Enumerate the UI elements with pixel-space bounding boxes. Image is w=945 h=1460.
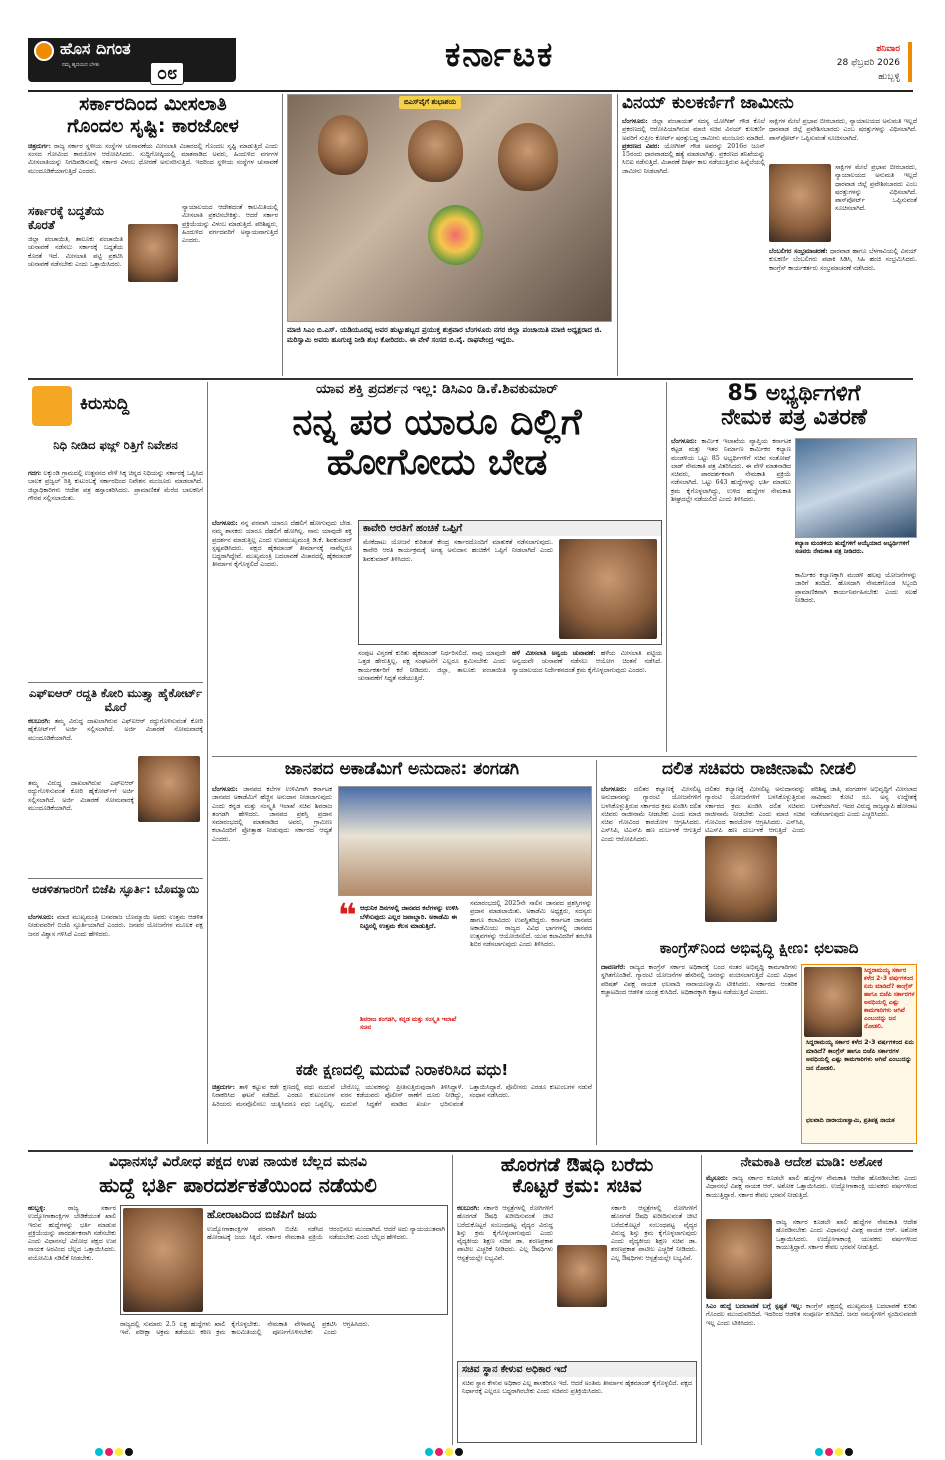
dateline: ಕಲಬುರಗಿ: [457,1205,480,1212]
inset-box [120,1205,448,1315]
masthead [0,0,945,92]
dateline: ಬೆಂಗಳೂರು: [622,118,648,125]
body-text: ಧಾರವಾಡ ಹಾಗೂ ಬೆಳಗಾವಿಯಲ್ಲಿ ವಿನಯ್ ಕುಲಕರ್ಣಿ ಬೆಂಬಲಿಗರು ಪಟಾಕಿ ಸಿಡಿಸಿ, ಸಿಹಿ ಹಂಚಿ ಸಂಭ್ರಮಿಸಿದರು. ಕಾಂಗ್ರೆಸ್ ಕಾರ್ಯಕರ್ತರು ಸಂಭ್ರಮಾಚರಣೆ ನಡೆಸಿದರು. [769,248,917,272]
body-text: ನನ್ನ ಪರವಾಗಿ ಯಾರೂ ದೆಹಲಿಗೆ ಹೋಗುವುದು ಬೇಡ. ನಮ್ಮ ಶಾಸಕರು ಯಾರೂ ದೆಹಲಿಗೆ ಹೋಗಿಲ್ಲ. ನಾನು ಯಾವುದೇ ಶಕ್ತಿ ಪ್ರದರ್ಶನ ಮಾಡುತ್ತಿಲ್ಲ ಎಂದು ಉಪಮುಖ್ಯಮಂತ್ರಿ ಡಿ.ಕೆ. ಶಿವಕುಮಾರ್ ಸ್ಪಷ್ಟಪಡಿಸಿದರು. ಪಕ್ಷದ ಹೈಕಮಾಂಡ್ ತೀರ್ಮಾನಕ್ಕೆ ನಾವೆಲ್ಲರೂ ಬದ್ಧರಾಗಿದ್ದೇವೆ. ಮುಖ್ಯಮಂತ್ರಿ ಬದಲಾವಣೆ ವಿಚಾರದಲ್ಲಿ ಹೈಕಮಾಂಡ್ ತೀರ್ಮಾನ ಕೈಗೊಳ್ಳಲಿದೆ ಎಂದರು. [212,520,352,569]
dateline: ಬೆಂಗಳೂರು: [601,786,627,793]
story-body-3 [512,650,662,750]
headline: ಹೊರಗಡೆ ಔಷಧಿ ಬರೆದು [500,1154,654,1176]
story-body [706,1175,917,1215]
dateline: ಗದಗ: [28,470,42,477]
headline-line-2: ಗೊಂದಲ ಸೃಷ್ಟಿ: ಕಾರಜೋಳ [67,114,239,137]
ashoka-photo [706,1219,772,1299]
body-text: ಈ ವೇಳೆ ಮಾತನಾಡಿದ ಸಚಿವರು, ಪಾರದರ್ಶಕವಾಗಿ ನೇಮಕಾತಿ ಪ್ರಕ್ರಿಯೆ ನಡೆಸಲಾಗಿದೆ. ಒಟ್ಟು 643 ಹುದ್ದೆಗಳನ್ನು ಭರ್ತಿ ಮಾಡಲು ಕ್ರಮ ಕೈಗೊಳ್ಳಲಾಗಿದ್ದು, ಉಳಿದ ಹುದ್ದೆಗಳ ನೇಮಕಾತಿ ಶೀಘ್ರದಲ್ಲೇ ನಡೆಯಲಿದೆ ಎಂದು ತಿಳಿಸಿದರು. [671,462,791,504]
story-vinay [622,94,917,376]
dateline: ದಾವಣಗೆರೆ: [601,964,626,971]
body-text: ರಾಜ್ಯ ಸರ್ಕಾರ ಸ್ಥಳೀಯ ಸಂಸ್ಥೆಗಳ ಚುನಾವಣೆಯ ಮೀಸಲಾತಿ ವಿಚಾರದಲ್ಲಿ ಗೊಂದಲ ಸೃಷ್ಟಿ ಮಾಡುತ್ತಿದೆ ಎಂದು ಸಂಸದ ಗೋವಿಂದ ಕಾರಜೋಳ ಆರೋಪಿಸಿದರು. ಸುದ್ದಿಗೋಷ್ಠಿಯಲ್ಲಿ ಮಾತನಾಡಿದ ಅವರು, ಹಿಂದುಳಿದ ವರ್ಗಗಳ ಮೀಸಲಾತಿಯನ್ನು ನಿಗದಿಪಡಿಸುವಲ್ಲಿ ಸರ್ಕಾರ ವಿಳಂಬ ಧೋರಣೆ ಅನುಸರಿಸುತ್ತಿದೆ. ಇದರಿಂದ ಸ್ಥಳೀಯ ಸಂಸ್ಥೆಗಳ ಚುನಾವಣೆ ಮುಂದೂಡಿಕೆಯಾಗುತ್ತಿದೆ ಎಂದರು. [28,142,278,175]
headline-line-2: ಕೊಟ್ಟರೆ ಕ್ರಮ: ಸಚಿವ [512,1174,642,1197]
body-text: ಸಾಕ್ಷಿಗಳ ಮೇಲೆ ಪ್ರಭಾವ ಬೀರಬಾರದು, ನ್ಯಾಯಾಲಯದ ಅನುಮತಿ ಇಲ್ಲದೆ ಧಾರವಾಡ ಜಿಲ್ಲೆ ಪ್ರವೇಶಿಸಬಾರದು ಎಂಬ ಷರತ್ತುಗಳನ್ನು ವಿಧಿಸಲಾಗಿದೆ. ಪಾಸ್‌ಪೋರ್ಟ್ ಒಪ್ಪಿಸುವಂತೆ ಸೂಚಿಸಲಾಗಿದೆ. [769,118,917,142]
body-text: ಕಾಂಗ್ರೆಸ್ ಪಕ್ಷದಲ್ಲಿ ಮುಖ್ಯಮಂತ್ರಿ ಬದಲಾವಣೆ ಕುರಿತು ಗೊಂದಲ ಮುಂದುವರಿದಿದೆ. ಇದರಿಂದ ಆಡಳಿತ ಸಂಪೂರ್ಣ ಕುಸಿದಿದೆ. ಜನರ ಸಮಸ್ಯೆಗಳಿಗೆ ಸ್ಪಂದಿಸುವವರೇ ಇಲ್ಲ ಎಂದು ಟೀಕಿಸಿದರು. [706,1303,917,1327]
story-body [212,786,332,1058]
masthead-accent-bar [908,42,912,82]
logo-emblem-icon [34,41,54,61]
col-divider [207,382,208,1144]
bellad-photo [123,1208,203,1312]
story-body [212,1084,592,1144]
story-body-2 [120,1321,448,1443]
page-number: ೦೮ [150,62,184,85]
hand-icon [32,386,72,426]
dateline: ಬೆಂಗಳೂರು: [212,786,238,793]
registration-dot-icon [435,1448,443,1456]
subhead: ಸಿಎಂ ಹುದ್ದೆ ಬದಲಾವಣೆ ಬಗ್ಗೆ ಸ್ಪಷ್ಟತೆ ಇಲ್ಲ: [706,1303,803,1310]
vinay-photo [769,164,831,242]
story-body-2 [470,900,592,1056]
body-text: ಕರ್ನಾಟಕ ಜಾನಪದ ಅಕಾಡೆಮಿಯು ರಾಜ್ಯದ ವಿವಿಧ ಭಾಗಗಳಲ್ಲಿ ಜಾನಪದ ಉತ್ಸವಗಳನ್ನು ಆಯೋಜಿಸಲಿದೆ. ಯುವ ಕಲಾವಿದರಿಗೆ ತರಬೇತಿ ಶಿಬಿರ ನಡೆಸಲಾಗುವುದು ಎಂದು ತಿಳಿಸಿದರು. [470,916,592,949]
story-body-2: ಕಾರ್ಮಿಕರ ಕಲ್ಯಾಣಕ್ಕಾಗಿ ಮಂಡಳಿ ಹಲವು ಯೋಜನೆಗಳನ್ನು ಜಾರಿಗೆ ತಂದಿದೆ. ಹೊಸದಾಗಿ ನೇಮಕಗೊಂಡ ಸಿಬ್ಬಂದಿ ಪ್ರಾಮಾಣಿಕವಾಗಿ ಕಾರ್ಯನಿರ್ವಹಿಸಬೇಕು ಎಂದು ಸಲಹೆ ನೀಡಿದರು. [795,572,917,604]
person-3-icon [498,123,558,191]
row-divider [28,378,913,380]
story-kade [212,1062,592,1146]
body-text: ಲಕ್ಕುಂಡಿ ಗ್ರಾಮದಲ್ಲಿ ಉತ್ಖನನದ ವೇಳೆ ಸಿಕ್ಕ ಚಿನ್ನದ ನಿಧಿಯನ್ನು ಸರ್ಕಾರಕ್ಕೆ ಒಪ್ಪಿಸಿದ ಬಾಲಕ ಪ್ರಜ್ವಲ್ ರಿತ್ತಿ ಕುಟುಂಬಕ್ಕೆ ಸರ್ಕಾರದಿಂದ ನಿವೇಶನ ಮಂಜೂರು ಮಾಡಲಾಗಿದೆ. ಜಿಲ್ಲಾಧಿಕಾರಿಗಳು ಆದೇಶ ಪತ್ರ ಹಸ್ತಾಂತರಿಸಿದರು. ಪ್ರಾಮಾಣಿಕತೆ ಮೆರೆದ ಬಾಲಕನಿಗೆ ಗೌರವ ಸಲ್ಲಿಸಲಾಯಿತು. [28,470,203,502]
kiru-item-1-title: ನಿಧಿ ನೀಡಿದ ಫಜ್ಲ್‌ ರಿತ್ತಿಗೆ ನಿವೇಶನ [53,438,178,452]
quote-text-2: ಸಿದ್ದರಾಮಯ್ಯ ಸರ್ಕಾರ ಕಳೆದ 2-3 ವರ್ಷಗಳಿಂದ ಏನು ಮಾಡಿದೆ? ಕಾಂಗ್ರೆಸ್ ಹಾಗೂ ಬಿಜೆಪಿ ಸರ್ಕಾರಗಳ ಅವಧಿಯಲ್ಲಿ ಎಷ್ಟು ಕಾಮಗಾರಿಗಳು ಆಗಿವೆ ಎಂಬುದನ್ನು ಜನ ನೋಡಲಿ. [806,1039,914,1072]
story-nemaka [671,382,917,752]
headline-line-2: ನೇಮಕ ಪತ್ರ ವಿತರಣೆ [721,405,867,431]
inset-body: ಸಚಿವ ಸ್ಥಾನ ಕೇಳುವ ಅಧಿಕಾರ ಎಲ್ಲ ಶಾಸಕರಿಗೂ ಇದೆ. ಆದರೆ ಅಂತಿಮ ತೀರ್ಮಾನ ಹೈಕಮಾಂಡ್ ಕೈಗೊಳ್ಳಲಿದೆ. ಪಕ್ಷದ ನಿರ್ಧಾರಕ್ಕೆ ಎಲ್ಲರೂ ಬದ್ಧರಾಗಿರಬೇಕು ಎಂದು ಸಚಿವರು ಪ್ರತಿಕ್ರಿಯಿಸಿದರು. [462,1380,692,1396]
registration-dot-icon [445,1448,453,1456]
person-2-icon [408,120,463,182]
janapada-photo [338,786,592,896]
col-divider [282,94,283,376]
registration-dot-icon [835,1448,843,1456]
registration-dot-icon [455,1448,463,1456]
quote-text: ಆಧುನಿಕ ದಿನಗಳಲ್ಲಿ ಜಾನಪದ ಕಲೆಗಳನ್ನು ಉಳಿಸಿ ಬೆಳೆಸುವುದು ಎಲ್ಲರ ಜವಾಬ್ದಾರಿ. ಅಕಾಡೆಮಿ ಈ ನಿಟ್ಟಿನಲ್ಲಿ ಉತ್ತಮ ಕೆಲಸ ಮಾಡುತ್ತಿದೆ. [360,904,459,930]
col-divider [617,94,618,376]
dateline: ಬೆಂಗಳೂರು: [671,438,697,445]
registration-dot-icon [825,1448,833,1456]
story-body-2: ಸರ್ಕಾರಿ ಆಸ್ಪತ್ರೆಗಳಲ್ಲಿ ರೋಗಿಗಳಿಗೆ ಹೊರಗಡೆ ಔಷಧಿ ಖರೀದಿಸುವಂತೆ ಚೀಟಿ ಬರೆದುಕೊಟ್ಟರೆ ಸಂಬಂಧಪಟ್ಟ ವೈದ್ಯರ ವಿರುದ್ಧ ಶಿಸ್ತು ಕ್ರಮ ಕೈಗೊಳ್ಳಲಾಗುವುದು ಎಂದು ವೈದ್ಯಕೀಯ ಶಿಕ್ಷಣ ಸಚಿವ ಡಾ. ಶರಣಪ್ರಕಾಶ ಪಾಟೀಲ ಎಚ್ಚರಿಕೆ ನೀಡಿದರು. ಎಲ್ಲ ಔಷಧಿಗಳು ಆಸ್ಪತ್ರೆಯಲ್ಲೇ ಲಭ್ಯವಿವೆ. [611,1205,697,1262]
col-divider [666,382,667,752]
story-body [28,1205,116,1443]
inset-title: ಕಾವೇರಿ ಆರತಿಗೆ ಹಂಚಿಕೆ ಒಪ್ಪಿಗೆ [359,521,661,536]
print-registration-marks [95,1448,855,1458]
story-body [457,1205,553,1355]
photo-badge: ಬಿಎಸ್‌ವೈಗೆ ಶುಭಾಶಯ [399,96,461,109]
body-text: ಸಾಕ್ಷಿಗಳ ಮೇಲೆ ಪ್ರಭಾವ ಬೀರಬಾರದು, ನ್ಯಾಯಾಲಯದ ಅನುಮತಿ ಇಲ್ಲದೆ ಧಾರವಾಡ ಜಿಲ್ಲೆ ಪ್ರವೇಶಿಸಬಾರದು ಎಂಬ ಷರತ್ತುಗಳನ್ನು ವಿಧಿಸಲಾಗಿದೆ. ಪಾಸ್‌ಪೋರ್ಟ್ ಒಪ್ಪಿಸುವಂತೆ ಸೂಚಿಸಲಾಗಿದೆ. [835,164,917,213]
story-vidhanasabha [28,1155,448,1445]
quote-author: ಛಲವಾದಿ ನಾರಾಯಣಸ್ವಾಮಿ, ಪ್ರತಿಪಕ್ಷ ನಾಯಕ [806,1117,895,1124]
karajol-photo-2 [705,836,777,922]
inset-body: ಉದ್ಯೋಗಾಕಾಂಕ್ಷಿಗಳ ಪರವಾಗಿ ಬಿಜೆಪಿ ನಡೆಸಿದ ಹೋರಾಟಕ್ಕೆ ಜಯ ಸಿಕ್ಕಿದೆ. ಸರ್ಕಾರ ನೇಮಕಾತಿ ಪ್ರಕ್ರಿಯೆ ಆರಂಭಿಸಲು ಮುಂದಾಗಿದೆ. ಆದರೆ ಅದು ನ್ಯಾಯಯುತವಾಗಿ ನಡೆಯಬೇಕು ಎಂದು ಬೆಲ್ಲದ ಹೇಳಿದರು. [207,1226,445,1242]
story-body-4 [769,248,917,374]
dateline: ಚಿತ್ರದುರ್ಗ: [28,142,51,150]
subhead: ಹಳೆ ಮೀಸಲಾತಿ ಅನ್ವಯ ಚುನಾವಣೆ: [512,650,596,657]
kiru-item-1-body [28,470,203,680]
subhead: ಪ್ರಕರಣದ ವಿವರ: [622,142,660,150]
dateline: ಬೆಂಗಳೂರು: [28,914,54,921]
headline: ಕಾಂಗ್ರೆಸ್‌ನಿಂದ ಅಭಿವೃದ್ಧಿ ಕ್ಷೀಣ: ಛಲವಾದಿ [659,939,859,957]
story-body [212,520,352,750]
body-text: ಯೋಗೀಶ್ ಗೌಡ ಅವರನ್ನು 2016ರ ಜೂನ್ 15ರಂದು ಧಾರವಾಡದಲ್ಲಿ ಹತ್ಯೆ ಮಾಡಲಾಗಿತ್ತು. ಪ್ರಕರಣದ ತನಿಖೆಯನ್ನು ಸಿಬಿಐ ನಡೆಸುತ್ತಿದೆ. ವಿಚಾರಣೆ ದೀರ್ಘ ಕಾಲ ನಡೆಯುತ್ತಿರುವ ಹಿನ್ನೆಲೆಯಲ್ಲಿ ಜಾಮೀನು ನೀಡಲಾಗಿದೆ. [622,142,765,175]
story-body-2: ರಾಜ್ಯ ಸರ್ಕಾರ ಕೂಡಲೇ ಖಾಲಿ ಹುದ್ದೆಗಳ ನೇಮಕಾತಿ ಆದೇಶ ಹೊರಡಿಸಬೇಕು ಎಂದು ವಿಧಾನಸಭೆ ವಿಪಕ್ಷ ನಾಯಕ ಆರ್. ಅಶೋಕ ಒತ್ತಾಯಿಸಿದರು. ಉದ್ಯೋಗಾಕಾಂಕ್ಷಿ ಯುವಕರು ವರ್ಷಗಳಿಂದ ಕಾಯುತ್ತಿದ್ದಾರೆ. ಸರ್ಕಾರ ಕೇವಲ ಭರವಸೆ ನೀಡುತ್ತಿದೆ. [776,1219,917,1251]
divider [28,878,203,879]
date-label: 28 ಫೆಬ್ರವರಿ 2026 [836,58,900,68]
story-body-2 [358,650,506,750]
body-text: ರಾಜ್ಯದ ಕಾಂಗ್ರೆಸ್ ಸರ್ಕಾರ ಅಧಿಕಾರಕ್ಕೆ ಬಂದ ನಂತರ ಅಭಿವೃದ್ಧಿ ಕಾಮಗಾರಿಗಳು ಸ್ಥಗಿತಗೊಂಡಿವೆ. ಗ್ಯಾರಂಟಿ ಯೋಜನೆಗಳ ಹೆಸರಿನಲ್ಲಿ ಜನರನ್ನು ವಂಚಿಸಲಾಗುತ್ತಿದೆ ಎಂದು ವಿಧಾನ ಪರಿಷತ್ ವಿಪಕ್ಷ ನಾಯಕ ಛಲವಾದಿ ನಾರಾಯಣಸ್ವಾಮಿ ಟೀಕಿಸಿದರು. ಸರ್ಕಾರದ ಆಂತರಿಕ ಕಚ್ಚಾಟದಿಂದ ಆಡಳಿತ ಯಂತ್ರ ಕುಸಿದಿದೆ. ಅಧಿಕಾರಕ್ಕಾಗಿ ಕಿತ್ತಾಟ ನಡೆಯುತ್ತಿದೆ ಎಂದರು. [601,964,797,996]
row-divider [212,756,917,757]
headline: ಕಡೇ ಕ್ಷಣದಲ್ಲಿ ಮದುವೆ ನಿರಾಕರಿಸಿದ ವಧು! [295,1061,509,1079]
body-text: ಸರ್ಕಾರಿ ಆಸ್ಪತ್ರೆಗಳಲ್ಲಿ ರೋಗಿಗಳಿಗೆ ಹೊರಗಡೆ ಔಷಧಿ ಖರೀದಿಸುವಂತೆ ಚೀಟಿ ಬರೆದುಕೊಟ್ಟರೆ ಸಂಬಂಧಪಟ್ಟ ವೈದ್ಯರ ವಿರುದ್ಧ ಶಿಸ್ತು ಕ್ರಮ ಕೈಗೊಳ್ಳಲಾಗುವುದು ಎಂದು ವೈದ್ಯಕೀಯ ಶಿಕ್ಷಣ ಸಚಿವ ಡಾ. ಶರಣಪ್ರಕಾಶ ಪಾಟೀಲ ಎಚ್ಚರಿಕೆ ನೀಡಿದರು. ಎಲ್ಲ ಔಷಧಿಗಳು ಆಸ್ಪತ್ರೆಯಲ್ಲೇ ಲಭ್ಯವಿವೆ. [457,1205,553,1262]
body-text: ಹಳೆಯ ಮೀಸಲಾತಿ ಪಟ್ಟಿಯ ಅನ್ವಯವೇ ಚುನಾವಣೆ ನಡೆಸಲು ಆಯೋಗ ಚಿಂತನೆ ನಡೆಸಿದೆ. ನ್ಯಾಯಾಲಯದ ನಿರ್ದೇಶನದಂತೆ ಕ್ರಮ ಕೈಗೊಳ್ಳಲಾಗುವುದು ಎಂದರು. [512,650,662,674]
story-body-2: ದಲಿತರ ಕಲ್ಯಾಣಕ್ಕೆ ಮೀಸಲಿಟ್ಟ ಅನುದಾನವನ್ನು ಗ್ಯಾರಂಟಿ ಯೋಜನೆಗಳಿಗೆ ಬಳಸಿಕೊಳ್ಳುತ್ತಿರುವ ಸರ್ಕಾರದ ಕ್ರಮ ಖಂಡಿಸಿ ದಲಿತ ಸಚಿವರು ರಾಜೀನಾಮೆ ನೀಡಬೇಕು ಎಂದು ಮಾಜಿ ಸಚಿವ ಗೋವಿಂದ ಕಾರಜೋಳ ಆಗ್ರಹಿಸಿದರು. ಎಸ್‌ಸಿಪಿ, ಟಿಎಸ್‌ಪಿ ಹಣ ದುರ್ಬಳಕೆ ಆಗುತ್ತಿದೆ ಎಂದು [705,786,805,835]
quote-mark-icon: ❝ [338,896,357,934]
quote-author: ಶಿವರಾಜ ತಂಗಡಗಿ, ಕನ್ನಡ ಮತ್ತು ಸಂಸ್ಕೃತಿ ಇಲಾಖೆ ಸಚಿವ [360,1016,457,1031]
headline: 85 ಅಭ್ಯರ್ಥಿಗಳಿಗೆ [727,381,861,406]
body-text: ತಮ್ಮ ವಿರುದ್ಧ ದಾಖಲಾಗಿರುವ ಎಫ್‌ಐಆರ್ ರದ್ದುಗೊಳಿಸುವಂತೆ ಕೋರಿ ಹೈಕೋರ್ಟ್‌ಗೆ ಅರ್ಜಿ ಸಲ್ಲಿಸಲಾಗಿದೆ. ಅರ್ಜಿ ವಿಚಾರಣೆ ಸೋಮವಾರಕ್ಕೆ ಮುಂದೂಡಿಕೆಯಾಗಿದೆ. [28,718,203,742]
body-text: ದಲಿತರ ಕಲ್ಯಾಣಕ್ಕೆ ಮೀಸಲಿಟ್ಟ ಅನುದಾನವನ್ನು ಗ್ಯಾರಂಟಿ ಯೋಜನೆಗಳಿಗೆ ಬಳಸಿಕೊಳ್ಳುತ್ತಿರುವ ಸರ್ಕಾರದ ಕ್ರಮ ಖಂಡಿಸಿ ದಲಿತ ಸಚಿವರು ರಾಜೀನಾಮೆ ನೀಡಬೇಕು ಎಂದು ಮಾಜಿ ಸಚಿವ ಗೋವಿಂದ ಕಾರಜೋಳ ಆಗ್ರಹಿಸಿದರು. ಎಸ್‌ಸಿಪಿ, ಟಿಎಸ್‌ಪಿ ಹಣ ದುರ್ಬಳಕೆ ಆಗುತ್ತಿದೆ ಎಂದು ಆರೋಪಿಸಿದರು. [601,786,701,843]
col-divider [701,1155,702,1445]
day-label: ಶನಿವಾರ [876,44,900,54]
col-divider [596,760,597,1145]
nemaka-photo [795,438,917,538]
body-text: ರಾಜ್ಯದಲ್ಲಿ ಸುಮಾರು 2.5 ಲಕ್ಷ ಹುದ್ದೆಗಳು ಖಾಲಿ ಇವೆ. ಪರೀಕ್ಷಾ ಅಕ್ರಮ ತಡೆಯಲು ಕಠಿಣ ಕ್ರಮ ಕೈಗೊಳ್ಳಬೇಕು. ನೇಮಕಾತಿ ವೇಳಾಪಟ್ಟಿ ಪ್ರಕಟಿಸಿ ಕಾಲಮಿತಿಯಲ್ಲಿ ಪೂರ್ಣಗೊಳಿಸಬೇಕು ಎಂದು ಆಗ್ರಹಿಸಿದರು. [120,1321,370,1337]
kiru-item-3-title: ಆಡಳಿತಗಾರರಿಗೆ ಬಿಜೆಪಿ ಸ್ಫೂರ್ತಿ: ಬೊಮ್ಮಾಯಿ [31,882,200,896]
story-body-2 [769,118,917,162]
subhead: ಬೆಂಬಲಿಗರ ಸಂಭ್ರಮಾಚರಣೆ: [769,248,828,255]
section-title: ಕರ್ನಾಟಕ [445,35,555,75]
registration-dot-icon [105,1448,113,1456]
story-ashoka [706,1155,917,1445]
headline: ಸರ್ಕಾರದಿಂದ ಮೀಸಲಾತಿ [79,93,227,115]
logo-block [28,38,236,82]
photo-caption: ಮಾಜಿ ಸಿಎಂ ಬಿ.ಎಸ್. ಯಡಿಯೂರಪ್ಪ ಅವರ ಹುಟ್ಟುಹಬ್ಬದ ಪ್ರಯುಕ್ತ ಶುಕ್ರವಾರ ಬೆಂಗಳೂರು ನಗರ ಜಿಲ್ಲಾ ಪಂಚಾಯಿತಿ ಮಾಜಿ ಅಧ್ಯಕ್ಷರಾದ ಜಿ. ಮರಿಸ್ವಾಮಿ ಅವರು ಹೂಗುಚ್ಛ ನೀಡಿ ಶುಭ ಕೋರಿದರು. ಈ ವೇಳೆ ಸಂಸದ ಬಿ.ವೈ. ರಾಘವೇಂದ್ರ ಇದ್ದರು. [287,326,602,344]
logo-text: ಹೊಸ ದಿಗಂತ [60,39,131,58]
person-1-icon [318,115,368,175]
kiru-item-2-body-2 [28,780,134,876]
kiru-item-2-title: ಎಫ್‌ಐಆರ್ ರದ್ದತಿ ಕೋರಿ ಮುತ್ತ್ಯಾ ಹೈಕೋರ್ಟ್ ಮೊರೆ [28,686,203,714]
chalavadi-photo [804,967,862,1037]
birthday-photo [287,94,612,322]
registration-dot-icon [815,1448,823,1456]
sidebar-body: ಜಿಲ್ಲಾ ಪಂಚಾಯಿತಿ, ತಾಲೂಕು ಪಂಚಾಯಿತಿ ಚುನಾವಣೆ ನಡೆಸಲು ಸರ್ಕಾರಕ್ಕೆ ಬದ್ಧತೆಯ ಕೊರತೆ ಇದೆ. ಮೀಸಲಾತಿ ಪಟ್ಟಿ ಪ್ರಕಟಿಸಿ ಚುನಾವಣೆ ನಡೆಸಬೇಕು ಎಂದು ಒತ್ತಾಯಿಸಿದರು. [28,236,123,268]
inset-title: ಸಚಿವ ಸ್ಥಾನ ಕೇಳುವ ಅಧಿಕಾರ ಇದೆ [458,1362,696,1377]
body-text: ತಾಳಿ ಕಟ್ಟುವ ಕಡೇ ಕ್ಷಣದಲ್ಲಿ ವಧು ಮದುವೆ ನಿರಾಕರಿಸಿದ ಘಟನೆ ನಡೆದಿದೆ. ಎರಡೂ ಕುಟುಂಬಗಳ ಹಿರಿಯರು ಮನವೊಲಿಸಲು ಯತ್ನಿಸಿದರೂ ವಧು ಒಪ್ಪಲಿಲ್ಲ. ಬೇರೊಬ್ಬ ಯುವಕನನ್ನು ಪ್ರೀತಿಸುತ್ತಿರುವುದಾಗಿ ತಿಳಿಸಿದ್ದಾಳೆ. ವರನ ಕಡೆಯವರು ಪೊಲೀಸ್ ಠಾಣೆಗೆ ದೂರು ನೀಡಿದ್ದು, ಮದುವೆ ಸಿದ್ಧತೆಗೆ ಮಾಡಿದ ಖರ್ಚು ಭರಿಸುವಂತೆ ಒತ್ತಾಯಿಸಿದ್ದಾರೆ. ಪೊಲೀಸರು ಎರಡೂ ಕುಟುಂಬಗಳ ನಡುವೆ ಸಂಧಾನ ನಡೆಸಿದರು. [212,1084,592,1108]
body-text: ಜಿಲ್ಲಾ ಪಂಚಾಯತ್ ಸದಸ್ಯ ಯೋಗೀಶ್ ಗೌಡ ಕೊಲೆ ಪ್ರಕರಣದಲ್ಲಿ ಆರೋಪಿಯಾಗಿರುವ ಮಾಜಿ ಸಚಿವ ವಿನಯ್ ಕುಲಕರ್ಣಿ ಅವರಿಗೆ ಸುಪ್ರೀಂ ಕೋರ್ಟ್ ಷರತ್ತುಬದ್ಧ ಜಾಮೀನು ಮಂಜೂರು ಮಾಡಿದೆ. [622,118,765,142]
registration-dot-icon [95,1448,103,1456]
headline: ನೇಮಕಾತಿ ಆದೇಶ ಮಾಡಿ: ಅಶೋಕ [740,1154,883,1169]
story-dalita [601,760,917,938]
registration-dot-icon [115,1448,123,1456]
headline: ನನ್ನ ಪರ ಯಾರೂ ದಿಲ್ಲಿಗೆ [292,401,582,443]
dateline: ಮೈಸೂರು: [706,1175,728,1182]
dateline: ಕಲಬುರಗಿ: [28,718,51,725]
story-dks [212,382,662,752]
inset-body: ಮೇಕೆದಾಟು ಯೋಜನೆ ಕುರಿತಂತೆ ಕೇಂದ್ರ ಸರ್ಕಾರದೊಂದಿಗೆ ಮಾತುಕತೆ ನಡೆಸಲಾಗುವುದು. ಕಾವೇರಿ ಆರತಿ ಕಾರ್ಯಕ್ರಮಕ್ಕೆ ಅಗತ್ಯ ಅನುದಾನ ಹಂಚಿಕೆಗೆ ಒಪ್ಪಿಗೆ ನೀಡಲಾಗಿದೆ ಎಂದು ಶಿವಕುಮಾರ್ ತಿಳಿಸಿದರು. [363,539,553,563]
story-congress [601,940,917,1145]
story-body [601,964,797,1144]
inset-box [358,520,662,645]
headline: ವಿನಯ್ ಕುಲಕರ್ಣಿಗೆ ಜಾಮೀನು [622,93,794,113]
kiru-item-3-body [28,914,203,1140]
body-text: ತಮ್ಮ ವಿರುದ್ಧ ದಾಖಲಾಗಿರುವ ಎಫ್‌ಐಆರ್ ರದ್ದುಗೊಳಿಸುವಂತೆ ಕೋರಿ ಹೈಕೋರ್ಟ್‌ಗೆ ಅರ್ಜಿ ಸಲ್ಲಿಸಲಾಗಿದೆ. ಅರ್ಜಿ ವಿಚಾರಣೆ ಸೋಮವಾರಕ್ಕೆ ಮುಂದೂಡಿಕೆಯಾಗಿದೆ. [28,780,134,812]
story-body-3: ಪರಿಶಿಷ್ಟ ಜಾತಿ, ಪಂಗಡಗಳ ಅಭಿವೃದ್ಧಿಗೆ ಮೀಸಲಾದ ಸಾವಿರಾರು ಕೋಟಿ ರೂ. ಅನ್ಯ ಉದ್ದೇಶಕ್ಕೆ ಬಳಕೆಯಾಗಿದೆ. ಇದರ ವಿರುದ್ಧ ರಾಜ್ಯವ್ಯಾಪಿ ಹೋರಾಟ ನಡೆಸಲಾಗುವುದು ಎಂದು ಎಚ್ಚರಿಸಿದರು. [811,786,917,818]
divider [28,682,203,683]
story-janapada [212,760,592,1060]
row-divider [28,1150,913,1152]
story-hooragade [457,1155,697,1445]
body-text: ಸಂಪುಟ ವಿಸ್ತರಣೆ ಕುರಿತು ಹೈಕಮಾಂಡ್ ನಿರ್ಧರಿಸಲಿದೆ. ನಾವು ಯಾವುದೇ ಒತ್ತಡ ಹೇರುತ್ತಿಲ್ಲ. ಪಕ್ಷ ಸಂಘಟನೆಗೆ ಎಲ್ಲರೂ ಶ್ರಮಿಸಬೇಕು ಎಂದು ಕಾರ್ಯಕರ್ತರಿಗೆ ಕರೆ ನೀಡಿದರು. ಜಿಲ್ಲಾ, ತಾಲೂಕು ಪಂಚಾಯಿತಿ ಚುನಾವಣೆಗೆ ಸಿದ್ಧತೆ ನಡೆಯುತ್ತಿದೆ. [358,650,506,682]
story-body [601,786,701,936]
quote-box [801,964,917,1144]
logo-tagline: ನಮ್ಮ ಹೃದಯದ ಬೆಳಕು [62,62,100,68]
muttya-photo [138,756,200,822]
dks-photo [559,539,657,639]
quote-box [338,896,466,1056]
sidebar-title: ಸರ್ಕಾರಕ್ಕೆ ಬದ್ಧತೆಯ ಕೊರತೆ [28,204,104,232]
photo-caption: ಕಲ್ಯಾಣ ಮಂಡಳಿಯ ಹುದ್ದೆಗಳಿಗೆ ಆಯ್ಕೆಯಾದ ಅಭ್ಯರ್ಥಿಗಳಿಗೆ ಸಚಿವರು ನೇಮಕಾತಿ ಪತ್ರ ನೀಡಿದರು. [795,540,910,555]
headline-line-2: ಹೋಗೋದು ಬೇಡ [326,441,548,483]
story-body-2: ನ್ಯಾಯಾಲಯದ ಆದೇಶದಂತೆ ಕಾಲಮಿತಿಯಲ್ಲಿ ಮೀಸಲಾತಿ ಪ್ರಕಟಿಸಬೇಕಿತ್ತು. ಆದರೆ ಸರ್ಕಾರ ಪ್ರಕ್ರಿಯೆಯನ್ನು ವಿಳಂಬ ಮಾಡುತ್ತಿದೆ. ಪರಿಶಿಷ್ಟರು, ಹಿಂದುಳಿದ ವರ್ಗದವರಿಗೆ ಅನ್ಯಾಯವಾಗುತ್ತಿದೆ ಎಂದರು. [182,204,278,245]
headline: ವಿಧಾನಸಭೆ ವಿರೋಧ ಪಕ್ಷದ ಉಪ ನಾಯಕ ಬೆಲ್ಲದ ಮನವಿ [109,1154,367,1170]
masthead-divider [28,90,913,92]
kiru-label: ಕಿರುಸುದ್ದಿ [80,394,130,414]
karajol-photo [128,224,178,282]
body-text: ಸಮಾರಂಭದಲ್ಲಿ 2025ನೇ ಸಾಲಿನ ಜಾನಪದ ಪ್ರಶಸ್ತಿಗಳನ್ನು ಪ್ರದಾನ ಮಾಡಲಾಯಿತು. ಅಕಾಡೆಮಿ ಅಧ್ಯಕ್ಷರು, ಸದಸ್ಯರು ಹಾಗೂ ಕಲಾವಿದರು ಉಪಸ್ಥಿತರಿದ್ದರು. [470,900,592,924]
body-text: ಕಾರ್ಮಿಕ ಇಲಾಖೆಯ ವ್ಯಾಪ್ತಿಯ ಕರ್ನಾಟಕ ಕಟ್ಟಡ ಮತ್ತು ಇತರ ನಿರ್ಮಾಣ ಕಾರ್ಮಿಕರ ಕಲ್ಯಾಣ ಮಂಡಳಿಯ ಒಟ್ಟು 85 ಅಭ್ಯರ್ಥಿಗಳಿಗೆ ಸಚಿವ ಸಂತೋಷ್ ಲಾಡ್ ನೇಮಕಾತಿ ಪತ್ರ ವಿತರಿಸಿದರು. [671,438,791,470]
city-label: ಹುಬ್ಬಳ್ಳಿ [878,72,900,82]
story-body-3 [835,164,917,244]
kiru-suddi-column [28,382,203,1144]
body-text: ಮಾಜಿ ಮುಖ್ಯಮಂತ್ರಿ ಬಸವರಾಜ ಬೊಮ್ಮಾಯಿ ಅವರು ಉತ್ತಮ ಆಡಳಿತ ನೀಡುವವರಿಗೆ ಬಿಜೆಪಿ ಸ್ಫೂರ್ತಿಯಾಗಿದೆ ಎಂದರು. ಜನಪರ ಯೋಜನೆಗಳ ಮೂಲಕ ಪಕ್ಷ ಜನರ ವಿಶ್ವಾಸ ಗಳಿಸಿದೆ ಎಂದು ಹೇಳಿದರು. [28,914,203,938]
registration-dot-icon [425,1448,433,1456]
dateline: ಹುಬ್ಬಳ್ಳಿ: [28,1205,46,1212]
registration-dot-icon [845,1448,853,1456]
inset-title: ಹೋರಾಟದಿಂದ ಬಿಜೆಪಿಗೆ ಜಯ [207,1208,317,1221]
story-body [671,438,791,750]
headline: ದಲಿತ ಸಚಿವರು ರಾಜೀನಾಮೆ ನೀಡಲಿ [662,759,856,779]
kiru-label-box [28,382,203,432]
story-body [622,118,765,374]
quote-text: ಸಿದ್ದರಾಮಯ್ಯ ಸರ್ಕಾರ ಕಳೆದ 2-3 ವರ್ಷಗಳಿಂದ ಏನು ಮಾಡಿದೆ? ಕಾಂಗ್ರೆಸ್ ಹಾಗೂ ಬಿಜೆಪಿ ಸರ್ಕಾರಗಳ ಅವಧಿಯಲ್ಲಿ ಎಷ್ಟು ಕಾಮಗಾರಿಗಳು ಆಗಿವೆ ಎಂಬುದನ್ನು ಜನ ನೋಡಲಿ. [864,967,915,1030]
registration-dot-icon [125,1448,133,1456]
headline-line-2: ಹುದ್ದೆ ಭರ್ತಿ ಪಾರದರ್ಶಕತೆಯಿಂದ ನಡೆಯಲಿ [99,1173,377,1198]
dateline: ಬೆಂಗಳೂರು: [212,520,238,527]
photo-story [287,94,612,376]
body-text: ಜಾನಪದ ಕಲೆಗಳ ಉಳಿವಿಗಾಗಿ ಕರ್ನಾಟಕ ಜಾನಪದ ಅಕಾಡೆಮಿಗೆ ಹೆಚ್ಚಿನ ಅನುದಾನ ನೀಡಲಾಗುವುದು ಎಂದು ಕನ್ನಡ ಮತ್ತು ಸಂಸ್ಕೃತಿ ಇಲಾಖೆ ಸಚಿವ ಶಿವರಾಜ ತಂಗಡಗಿ ಹೇಳಿದರು. ಜಾನಪದ ಪ್ರಶಸ್ತಿ ಪ್ರದಾನ ಸಮಾರಂಭದಲ್ಲಿ ಮಾತನಾಡಿದ ಅವರು, ಗ್ರಾಮೀಣ ಕಲಾವಿದರಿಗೆ ಪ್ರೋತ್ಸಾಹ ನೀಡುವುದು ಸರ್ಕಾರದ ಆದ್ಯತೆ ಎಂದರು. [212,786,332,843]
dateline: ಚಿತ್ರದುರ್ಗ: [212,1084,235,1091]
bouquet-icon [428,205,483,265]
body-text: ರಾಜ್ಯ ಸರ್ಕಾರ ಉದ್ಯೋಗಾಕಾಂಕ್ಷಿಗಳ ಬೇಡಿಕೆಯಂತೆ ಖಾಲಿ ಇರುವ ಹುದ್ದೆಗಳನ್ನು ಭರ್ತಿ ಮಾಡುವ ಪ್ರಕ್ರಿಯೆಯನ್ನು ಪಾರದರ್ಶಕವಾಗಿ ನಡೆಸಬೇಕು ಎಂದು ವಿಧಾನಸಭೆ ವಿರೋಧ ಪಕ್ಷದ ಉಪ ನಾಯಕ ಅರವಿಂದ ಬೆಲ್ಲದ ಒತ್ತಾಯಿಸಿದರು. ವಯೋಮಿತಿ ಸಡಿಲಿಕೆ ನೀಡಬೇಕು. [28,1205,116,1262]
col-divider [452,1155,453,1445]
story-body-3 [706,1303,917,1443]
inset-box [457,1361,697,1443]
headline: ಜಾನಪದ ಅಕಾಡೆಮಿಗೆ ಅನುದಾನ: ತಂಗಡಗಿ [284,759,520,779]
story-body [28,143,278,198]
body-text: ರಾಜ್ಯ ಸರ್ಕಾರ ಕೂಡಲೇ ಖಾಲಿ ಹುದ್ದೆಗಳ ನೇಮಕಾತಿ ಆದೇಶ ಹೊರಡಿಸಬೇಕು ಎಂದು ವಿಧಾನಸಭೆ ವಿಪಕ್ಷ ನಾಯಕ ಆರ್. ಅಶೋಕ ಒತ್ತಾಯಿಸಿದರು. ಉದ್ಯೋಗಾಕಾಂಕ್ಷಿ ಯುವಕರು ವರ್ಷಗಳಿಂದ ಕಾಯುತ್ತಿದ್ದಾರೆ. ಸರ್ಕಾರ ಕೇವಲ ಭರವಸೆ ನೀಡುತ್ತಿದೆ. [706,1175,917,1199]
kicker: ಯಾವ ಶಕ್ತಿ ಪ್ರದರ್ಶನ ಇಲ್ಲ: ಡಿಸಿಎಂ ಡಿ.ಕೆ.ಶಿವಕುಮಾರ್ [316,381,558,397]
story-meesalati [28,94,278,376]
minister-photo [557,1245,607,1307]
sidebar-box [28,204,123,368]
